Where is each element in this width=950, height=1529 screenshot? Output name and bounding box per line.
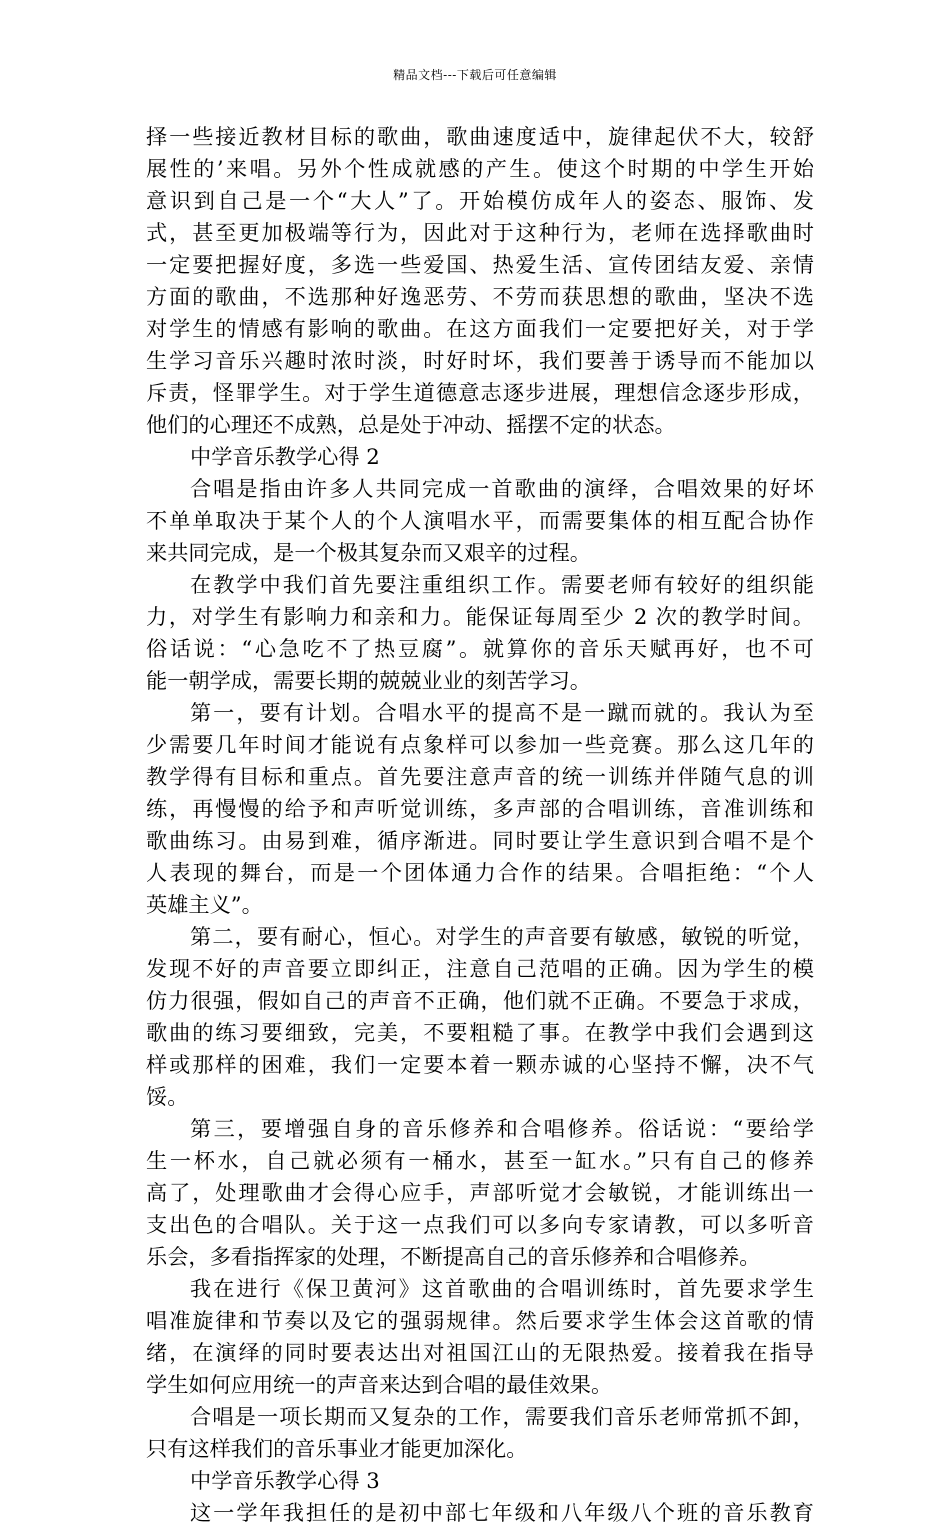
body-text-line: 这一学年我担任的是初中部七年级和八年级八个班的音乐教育: [190, 1500, 814, 1525]
body-text-line: 我在进行《保卫黄河》这首歌曲的合唱训练时，首先要求学生: [190, 1276, 814, 1301]
body-text-line: 在教学中我们首先要注重组织工作。需要老师有较好的组织能: [190, 572, 814, 597]
body-text-line: 来共同完成，是一个极其复杂而又艰辛的过程。: [146, 540, 591, 565]
body-text-line: 俗话说：“心急吃不了热豆腐”。就算你的音乐天赋再好，也不可: [146, 636, 814, 661]
body-text-line: 英雄主义”。: [146, 892, 263, 917]
body-text-line: 教学得有目标和重点。首先要注意声音的统一训练并伴随气息的训: [146, 764, 814, 789]
body-text-line: 生学习音乐兴趣时浓时淡，时好时坏，我们要善于诱导而不能加以: [146, 348, 814, 373]
body-text-line: 对学生的情感有影响的歌曲。在这方面我们一定要把好关，对于学: [146, 316, 814, 341]
body-text-line: 绪，在演绎的同时要表达出对祖国江山的无限热爱。接着我在指导: [146, 1340, 814, 1365]
body-text-line: 意识到自己是一个“大人”了。开始模仿成年人的姿态、服饰、发: [146, 188, 814, 213]
body-text-line: 方面的歌曲，不选那种好逸恶劳、不劳而获思想的歌曲，坚决不选: [146, 284, 814, 309]
section-heading: 中学音乐教学心得 3: [190, 1468, 380, 1493]
body-text-line: 样或那样的困难，我们一定要本着一颗赤诚的心坚持不懈，决不气: [146, 1052, 814, 1077]
body-text-line: 式，甚至更加极端等行为，因此对于这种行为，老师在选择歌曲时: [146, 220, 814, 245]
body-text-line: 生一杯水，自己就必须有一桶水，甚至一缸水。”只有自己的修养: [146, 1148, 814, 1173]
body-text-line: 人表现的舞台，而是一个团体通力合作的结果。合唱拒绝：“个人: [146, 860, 814, 885]
document-body: [146, 121, 814, 1529]
body-text-line: 歌曲的练习要细致，完美，不要粗糙了事。在教学中我们会遇到这: [146, 1020, 814, 1045]
body-text-line: 只有这样我们的音乐事业才能更加深化。: [146, 1436, 528, 1461]
body-text-line: 高了，处理歌曲才会得心应手，声部听觉才会敏锐，才能训练出一: [146, 1180, 814, 1205]
body-text-line: 合唱是指由许多人共同完成一首歌曲的演绎，合唱效果的好坏: [190, 476, 814, 501]
body-text-line: 斥责，怪罪学生。对于学生道德意志逐步进展，理想信念逐步形成，: [146, 380, 814, 405]
body-text-line: 合唱是一项长期而又复杂的工作，需要我们音乐老师常抓不卸，: [190, 1404, 814, 1429]
body-text-line: 仿力很强，假如自己的声音不正确，他们就不正确。不要急于求成，: [146, 988, 814, 1013]
body-text-line: 歌曲练习。由易到难，循序渐进。同时要让学生意识到合唱不是个: [146, 828, 814, 853]
body-text-line: 少需要几年时间才能说有点象样可以参加一些竞赛。那么这几年的: [146, 732, 814, 757]
body-text-line: 不单单取决于某个人的个人演唱水平，而需要集体的相互配合协作: [146, 508, 814, 533]
section-heading: 中学音乐教学心得 2: [190, 444, 380, 469]
body-text-line: 馁。: [146, 1084, 189, 1109]
body-text-line: 唱准旋律和节奏以及它的强弱规律。然后要求学生体会这首歌的情: [146, 1308, 814, 1333]
body-text-line: 第三，要增强自身的音乐修养和合唱修养。俗话说：“要给学: [190, 1116, 814, 1141]
body-text-line: 乐会，多看指挥家的处理，不断提高自己的音乐修养和合唱修养。: [146, 1244, 761, 1269]
body-text-line: 他们的心理还不成熟，总是处于冲动、摇摆不定的状态。: [146, 412, 676, 437]
body-text-line: 择一些接近教材目标的歌曲，歌曲速度适中，旋律起伏不大，较舒: [146, 124, 814, 149]
body-text-line: 第一，要有计划。合唱水平的提高不是一蹴而就的。我认为至: [190, 700, 814, 725]
body-text-line: 学生如何应用统一的声音来达到合唱的最佳效果。: [146, 1372, 613, 1397]
body-text-line: 力，对学生有影响力和亲和力。能保证每周至少 2 次的教学时间。: [146, 604, 814, 629]
body-text-line: 支出色的合唱队。关于这一点我们可以多向专家请教，可以多听音: [146, 1212, 814, 1237]
body-text-line: 第二，要有耐心，恒心。对学生的声音要有敏感，敏锐的听觉，: [190, 924, 814, 949]
body-text-line: 一定要把握好度，多选一些爱国、热爱生活、宣传团结友爱、亲情: [146, 252, 814, 277]
body-text-line: 练，再慢慢的给予和声听觉训练，多声部的合唱训练，音准训练和: [146, 796, 814, 821]
page-header: 精品文档---下载后可任意编辑: [393, 68, 557, 82]
body-text-line: 能一朝学成，需要长期的兢兢业业的刻苦学习。: [146, 668, 591, 693]
body-text-line: 展性的’来唱。另外个性成就感的产生。使这个时期的中学生开始: [146, 156, 814, 181]
body-text-line: 发现不好的声音要立即纠正，注意自己范唱的正确。因为学生的模: [146, 956, 814, 981]
